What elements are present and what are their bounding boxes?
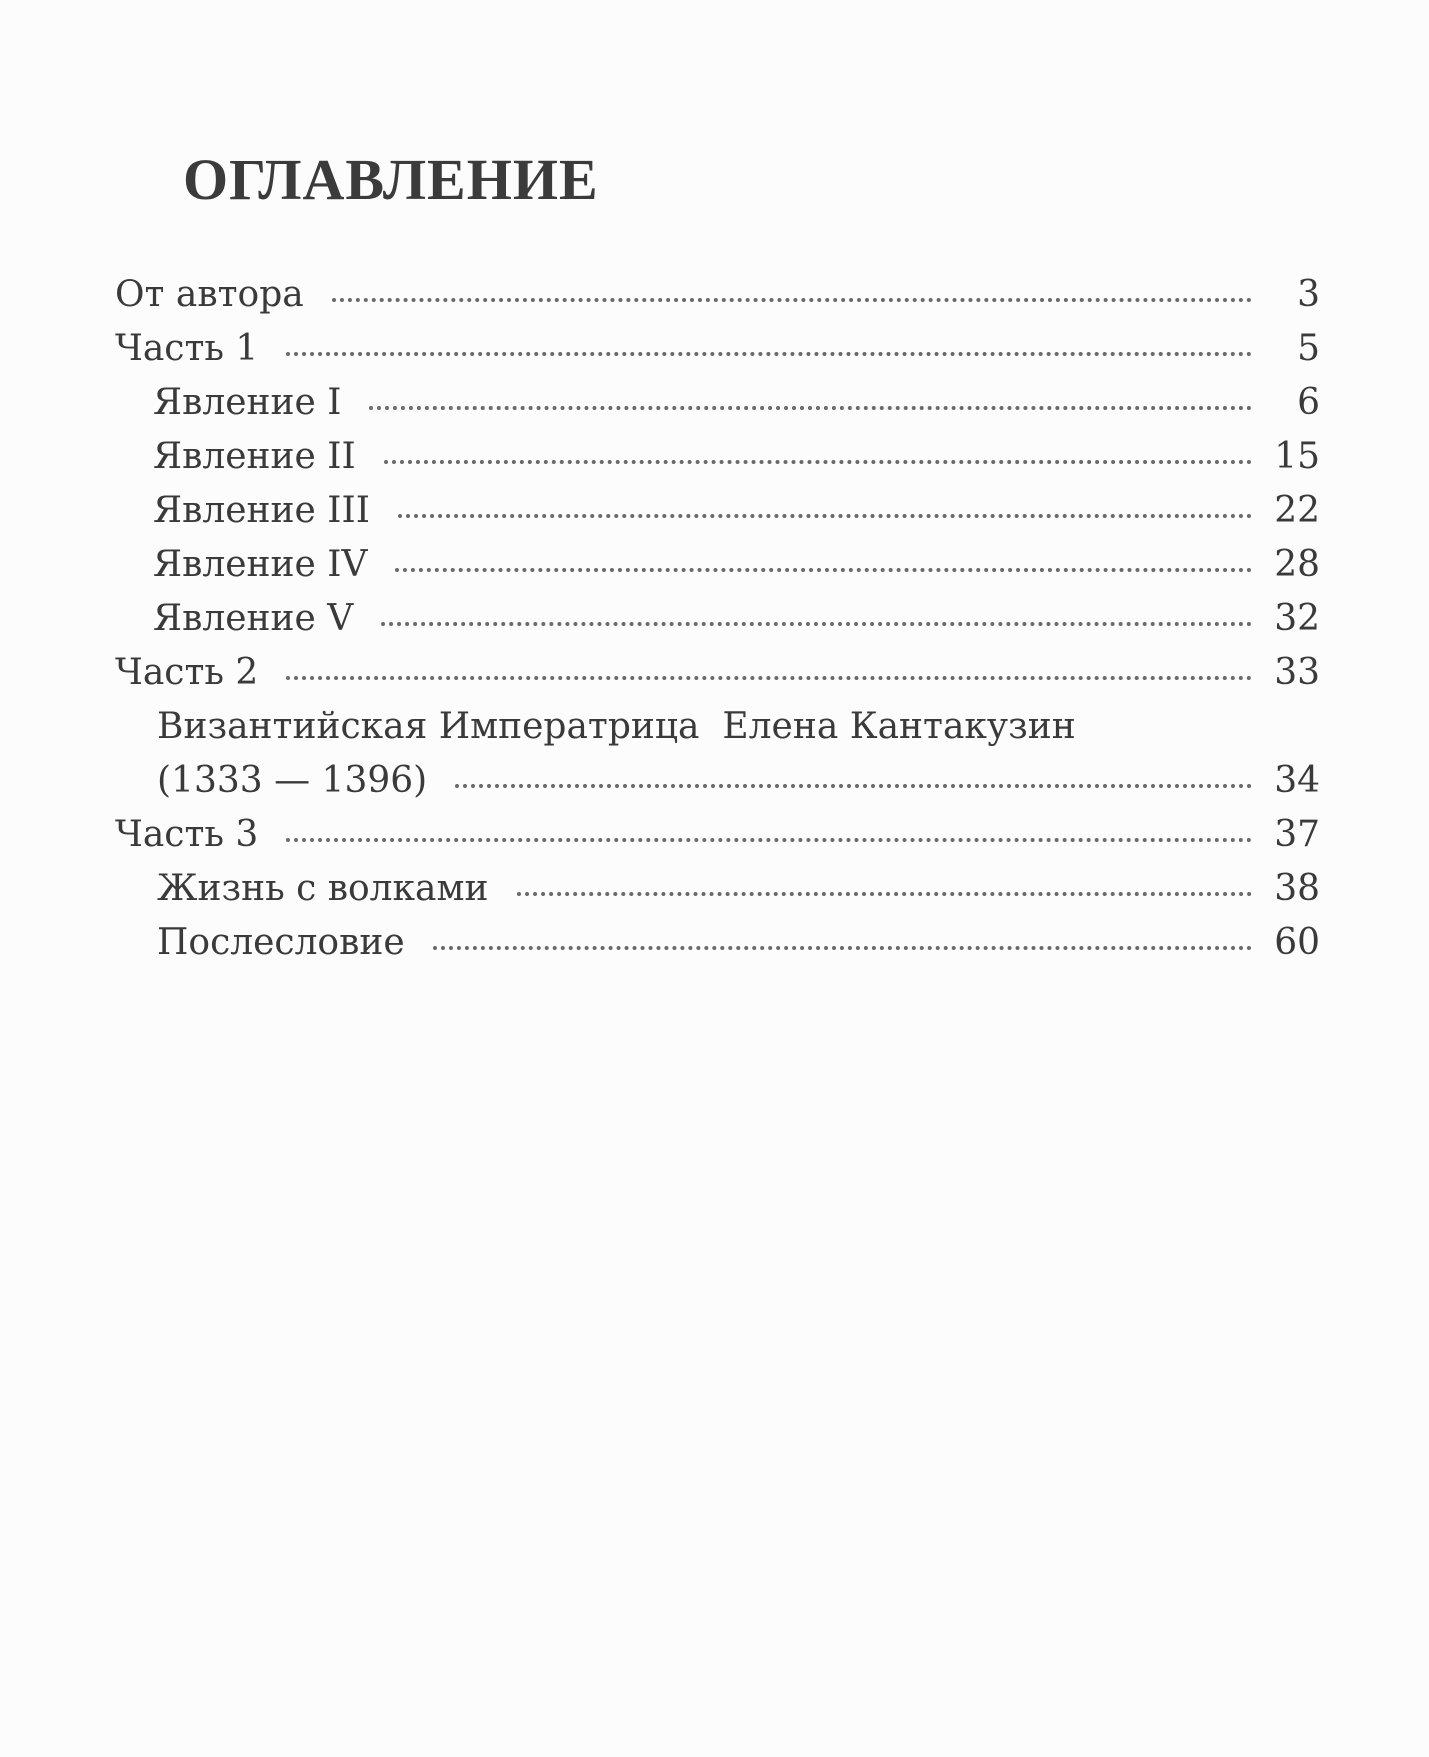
dot-leader	[395, 568, 1252, 572]
toc-entry-page: 34	[1274, 760, 1320, 801]
dot-leader	[369, 406, 1252, 410]
table-of-contents	[115, 268, 1320, 970]
dot-leader	[286, 352, 1252, 356]
toc-entry-empress-years	[115, 754, 1320, 808]
toc-entry-life-with-wolves	[115, 862, 1320, 916]
toc-entry-page: 28	[1274, 544, 1320, 585]
dot-leader	[455, 784, 1252, 788]
toc-entry-label: Часть 1	[115, 328, 259, 369]
dot-leader	[384, 460, 1252, 464]
toc-entry-label: Явление II	[153, 436, 356, 477]
dot-leader	[517, 892, 1253, 896]
toc-entry-label: Жизнь с волками	[157, 868, 489, 909]
dot-leader	[381, 622, 1252, 626]
toc-entry-scene-5	[115, 592, 1320, 646]
toc-entry-page: 3	[1297, 274, 1320, 315]
dot-leader	[286, 676, 1252, 680]
toc-entry-scene-2	[115, 430, 1320, 484]
toc-entry-part-1	[115, 322, 1320, 376]
toc-entry-page: 32	[1274, 598, 1320, 639]
toc-entry-part-2	[115, 646, 1320, 700]
toc-entry-label: Часть 3	[115, 814, 259, 855]
toc-entry-label: Послесловие	[157, 922, 405, 963]
toc-entry-page: 6	[1297, 382, 1320, 423]
toc-entry-label: (1333 — 1396)	[157, 760, 428, 801]
dot-leader	[433, 946, 1252, 950]
toc-entry-from-author	[115, 268, 1320, 322]
toc-entry-label: Явление III	[153, 490, 370, 531]
toc-title: ОГЛАВЛЕНИЕ	[183, 147, 599, 212]
toc-entry-page: 37	[1274, 814, 1320, 855]
dot-leader	[332, 298, 1252, 302]
toc-entry-empress-title	[115, 700, 1320, 754]
toc-entry-scene-3	[115, 484, 1320, 538]
toc-entry-scene-4	[115, 538, 1320, 592]
toc-entry-part-3	[115, 808, 1320, 862]
toc-entry-label: От автора	[115, 274, 304, 315]
toc-entry-label: Часть 2	[115, 652, 259, 693]
toc-entry-page: 22	[1274, 490, 1320, 531]
toc-entry-scene-1	[115, 376, 1320, 430]
toc-entry-label: Явление I	[153, 382, 342, 423]
toc-entry-label: Византийская Императрица Елена Кантакузин	[157, 706, 1076, 747]
toc-entry-page: 33	[1274, 652, 1320, 693]
toc-entry-page: 60	[1274, 922, 1320, 963]
toc-entry-label: Явление IV	[153, 544, 368, 585]
toc-entry-afterword	[115, 916, 1320, 970]
dot-leader	[286, 838, 1252, 842]
toc-entry-page: 5	[1297, 328, 1320, 369]
toc-entry-page: 15	[1274, 436, 1320, 477]
toc-entry-page: 38	[1274, 868, 1320, 909]
toc-entry-label: Явление V	[153, 598, 354, 639]
dot-leader	[398, 514, 1252, 518]
